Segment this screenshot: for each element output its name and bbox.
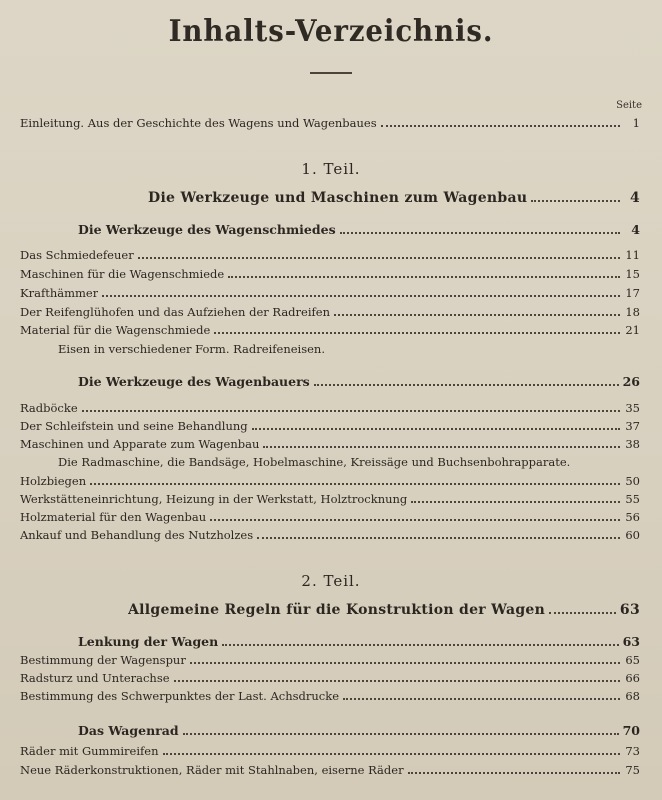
leader-dots — [210, 510, 620, 521]
page-title: Inhalts-Verzeichnis. — [168, 14, 494, 49]
toc-entry-page: 63 — [622, 634, 640, 649]
toc-entry[interactable] — [20, 669, 640, 687]
leader-dots — [334, 305, 620, 316]
toc-section[interactable] — [78, 221, 640, 239]
leader-dots — [340, 223, 620, 234]
leader-dots — [183, 724, 619, 735]
toc-section[interactable] — [78, 633, 640, 651]
toc-entry-label: Neue Räderkonstruktionen, Räder mit Stahlnaben, eiserne Räder — [20, 763, 404, 777]
toc-entry[interactable] — [20, 284, 640, 302]
toc-subnote: Eisen in verschiedener Form. Radreifeneisen. — [58, 342, 325, 356]
toc-entry-label: Werkstätteneinrichtung, Heizung in der Werkstatt, Holztrocknung — [20, 492, 408, 506]
leader-dots — [174, 671, 620, 682]
leader-dots — [138, 248, 620, 259]
toc-entry-label: Maschinen und Apparate zum Wagenbau — [20, 437, 260, 451]
leader-dots — [228, 267, 620, 278]
part-heading: 1. Teil. — [301, 160, 361, 178]
toc-entry-label: Ankauf und Behandlung des Nutzholzes — [20, 528, 254, 542]
toc-entry-page: 56 — [625, 510, 640, 524]
leader-dots — [263, 437, 620, 448]
toc-entry-page: 63 — [619, 602, 640, 618]
leader-dots — [408, 763, 620, 774]
toc-entry[interactable] — [20, 742, 640, 760]
toc-entry[interactable] — [20, 321, 640, 339]
toc-entry-label: Holzmaterial für den Wagenbau — [20, 510, 207, 524]
toc-entry-label: Bestimmung des Schwerpunktes der Last. Achsdrucke — [20, 689, 340, 703]
toc-entry[interactable] — [20, 399, 640, 417]
leader-dots — [82, 401, 620, 412]
toc-entry-page: 26 — [622, 374, 640, 389]
toc-entry-page: 75 — [625, 763, 640, 777]
toc-entry-page: 50 — [625, 474, 640, 488]
toc-entry-label: Radsturz und Unterachse — [20, 671, 170, 685]
toc-entry-page: 66 — [625, 671, 640, 685]
toc-entry-label: Einleitung. Aus der Geschichte des Wagens und Wagenbaues — [20, 116, 377, 130]
leader-dots — [549, 603, 616, 614]
toc-entry-page: 1 — [632, 116, 640, 130]
toc-entry-page: 70 — [622, 723, 640, 738]
leader-dots — [90, 474, 620, 485]
toc-entry-intro[interactable] — [20, 114, 640, 132]
toc-entry-label: Der Reifenglühofen und das Aufziehen der Radreifen — [20, 305, 330, 319]
toc-entry[interactable] — [20, 651, 640, 669]
toc-entry-label: Das Wagenrad — [78, 723, 179, 738]
leader-dots — [222, 635, 618, 646]
toc-entry-page: 4 — [629, 190, 640, 206]
toc-entry[interactable] — [20, 246, 640, 264]
toc-entry-page: 73 — [625, 744, 640, 758]
leader-dots — [257, 528, 620, 539]
toc-entry[interactable] — [20, 761, 640, 779]
toc-entry[interactable] — [20, 508, 640, 526]
toc-entry[interactable] — [20, 526, 640, 544]
toc-entry-label: Der Schleifstein und seine Behandlung — [20, 419, 248, 433]
toc-entry-label: Allgemeine Regeln für die Konstruktion der Wagen — [128, 602, 546, 618]
leader-dots — [531, 191, 620, 202]
leader-dots — [214, 323, 620, 334]
leader-dots — [190, 653, 620, 664]
leader-dots — [381, 116, 620, 127]
toc-entry-label: Das Schmiedefeuer — [20, 248, 134, 262]
toc-section[interactable] — [78, 722, 640, 740]
toc-chapter[interactable] — [148, 189, 640, 207]
toc-entry-page: 38 — [625, 437, 640, 451]
toc-subnote: Die Radmaschine, die Bandsäge, Hobelmaschine, Kreissäge und Buchsenbohrapparate. — [58, 455, 571, 469]
toc-entry[interactable] — [20, 265, 640, 283]
toc-entry-page: 4 — [631, 222, 640, 237]
part-heading: 2. Teil. — [301, 572, 361, 590]
toc-entry[interactable] — [20, 490, 640, 508]
toc-entry-page: 55 — [625, 492, 640, 506]
toc-entry-label: Die Werkzeuge und Maschinen zum Wagenbau — [148, 190, 528, 206]
toc-entry-label: Material für die Wagenschmiede — [20, 323, 211, 337]
toc-entry-page: 35 — [625, 401, 640, 415]
toc-entry-page: 11 — [625, 248, 640, 262]
leader-dots — [252, 419, 620, 430]
toc-entry-page: 68 — [625, 689, 640, 703]
leader-dots — [314, 375, 619, 386]
toc-entry-label: Die Werkzeuge des Wagenschmiedes — [78, 222, 336, 237]
toc-entry-page: 37 — [625, 419, 640, 433]
title-divider — [310, 72, 352, 74]
leader-dots — [163, 744, 621, 755]
toc-chapter[interactable] — [128, 601, 640, 619]
toc-entry-page: 21 — [625, 323, 640, 337]
toc-entry-page: 60 — [625, 528, 640, 542]
toc-entry-page: 17 — [625, 286, 640, 300]
toc-entry-label: Holzbiegen — [20, 474, 87, 488]
toc-entry[interactable] — [20, 472, 640, 490]
leader-dots — [343, 689, 620, 700]
toc-entry-label: Räder mit Gummireifen — [20, 744, 159, 758]
toc-entry-label: Maschinen für die Wagenschmiede — [20, 267, 225, 281]
toc-entry-label: Bestimmung der Wagenspur — [20, 653, 186, 667]
leader-dots — [411, 492, 620, 503]
page-column-label: Seite — [616, 100, 642, 111]
toc-entry[interactable] — [20, 303, 640, 321]
toc-section[interactable] — [78, 373, 640, 391]
toc-entry-label: Radböcke — [20, 401, 78, 415]
toc-entry[interactable] — [20, 435, 640, 453]
toc-entry[interactable] — [20, 417, 640, 435]
toc-entry[interactable] — [20, 687, 640, 705]
toc-entry-page: 15 — [625, 267, 640, 281]
leader-dots — [102, 286, 620, 297]
toc-entry-label: Die Werkzeuge des Wagenbauers — [78, 374, 310, 389]
toc-entry-label: Lenkung der Wagen — [78, 634, 219, 649]
toc-entry-page: 65 — [625, 653, 640, 667]
toc-entry-label: Krafthämmer — [20, 286, 99, 300]
toc-entry-page: 18 — [625, 305, 640, 319]
